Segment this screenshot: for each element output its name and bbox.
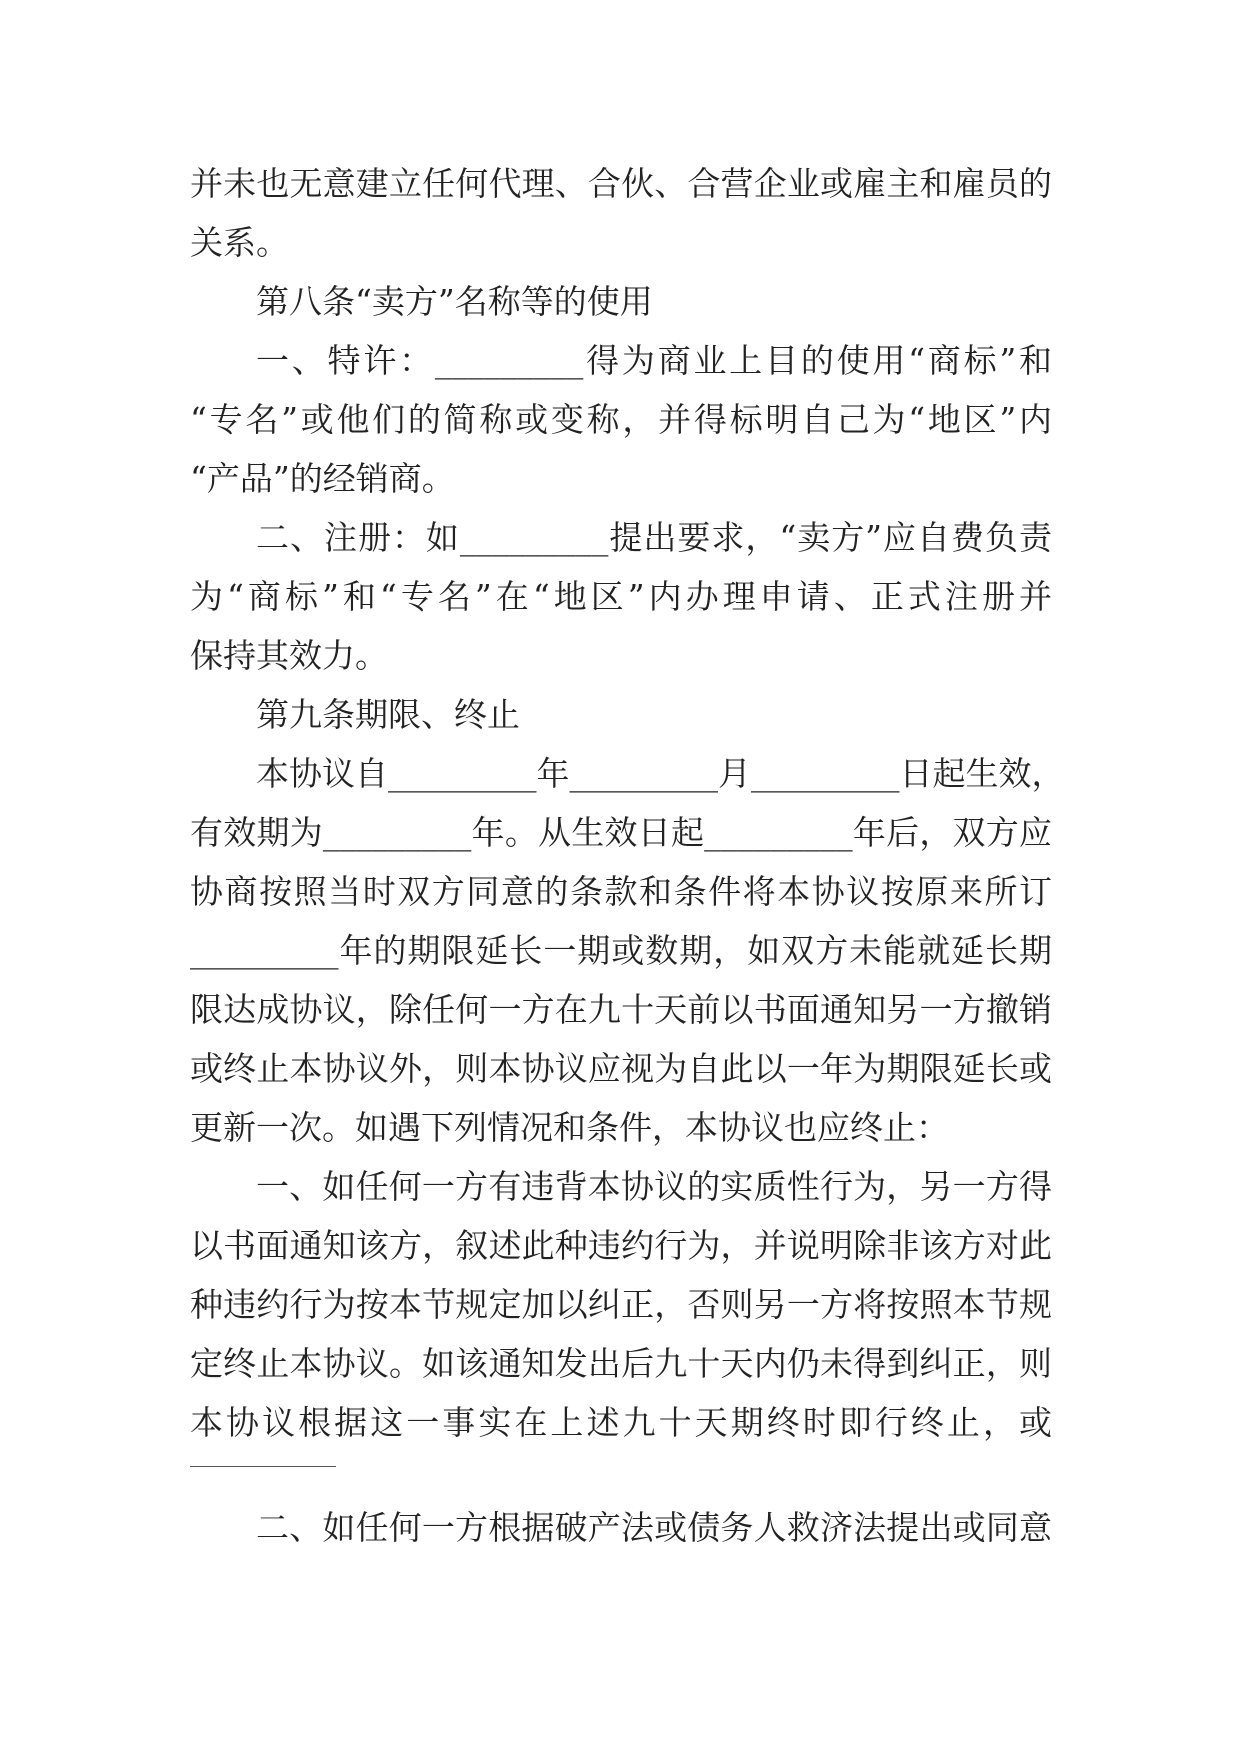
- body-line: 种违约行为按本节规定加以纠正，否则另一方将按照本节规: [190, 1285, 1052, 1324]
- body-line: 本协议根据这一事实在上述九十天期终时即行终止，或: [190, 1403, 1052, 1442]
- body-line: 协商按照当时双方同意的条款和条件将本协议按原来所订: [190, 872, 1052, 911]
- body-line: 为“商标”和“专名”在“地区”内办理申请、正式注册并: [190, 577, 1052, 616]
- body-line: 保持其效力。: [190, 636, 388, 675]
- body-line: “专名”或他们的简称或变称，并得标明自己为“地区”内: [190, 400, 1052, 439]
- body-line: 限达成协议，除任何一方在九十天前以书面通知另一方撤销: [190, 990, 1052, 1029]
- body-line: 更新一次。如遇下列情况和条件，本协议也应终止：: [190, 1108, 949, 1147]
- body-line: 定终止本协议。如该通知发出后九十天内仍未得到纠正，则: [190, 1344, 1052, 1383]
- body-line: 关系。: [190, 223, 289, 262]
- body-line: 一、特许：_________得为商业上目的使用“商标”和: [256, 341, 1052, 380]
- body-line: 一、如任何一方有违背本协议的实质性行为，另一方得: [256, 1167, 1052, 1206]
- body-line: 二、注册：如_________提出要求，“卖方”应自费负责: [256, 518, 1052, 557]
- body-line: 以书面通知该方，叙述此种违约行为，并说明除非该方对此: [190, 1226, 1052, 1265]
- article-heading: 第八条“卖方”名称等的使用: [256, 282, 653, 321]
- body-line: 本协议自_________年_________月_________日起生效，: [256, 754, 1065, 793]
- body-line: 并未也无意建立任何代理、合伙、合营企业或雇主和雇员的: [190, 164, 1052, 203]
- body-line: 二、如任何一方根据破产法或债务人救济法提出或同意: [256, 1508, 1052, 1547]
- article-heading: 第九条期限、终止: [256, 695, 520, 734]
- body-line: “产品”的经销商。: [190, 459, 455, 498]
- body-line: 有效期为_________年。从生效日起_________年后，双方应: [190, 813, 1052, 852]
- footnote-separator: [190, 1466, 336, 1467]
- body-line: _________年的期限延长一期或数期，如双方未能就延长期: [190, 931, 1052, 970]
- body-line: 或终止本协议外，则本协议应视为自此以一年为期限延长或: [190, 1049, 1052, 1088]
